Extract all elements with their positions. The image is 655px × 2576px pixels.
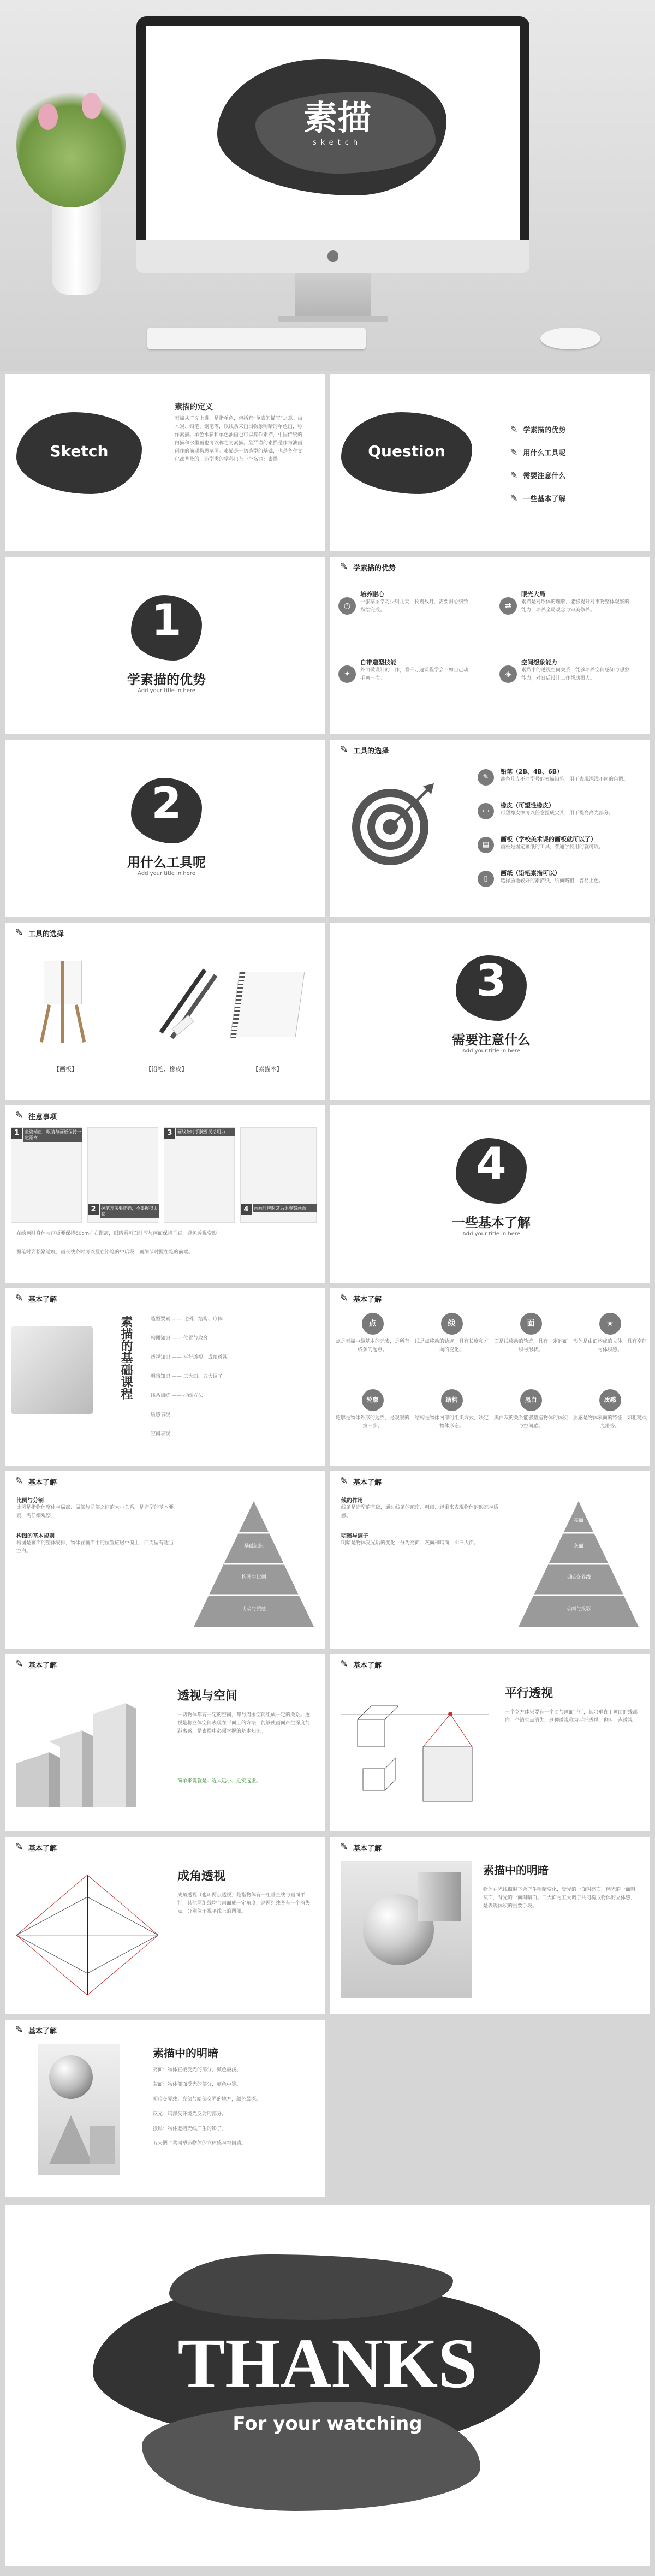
section-title: 需要注意什么 (452, 1032, 531, 1048)
arrows-icon: ⇄ (499, 597, 517, 615)
mouse (540, 328, 600, 349)
flower-leaves (16, 82, 126, 207)
element-item: ★ 形体是由面构成的立体，具有空间与体积感。 (573, 1313, 647, 1354)
parallel-drawing (341, 1681, 489, 1823)
slide-section-4 (330, 1105, 650, 1283)
slide-notes (5, 1105, 325, 1283)
imac-screen (136, 16, 529, 251)
slide-tool-images (5, 923, 325, 1100)
contents-item[interactable]: ✎ 学素描的优势 (510, 424, 566, 435)
logo-icon: ✎ (15, 1841, 23, 1853)
vertical-title: 素描的基础课程 (119, 1316, 133, 1400)
target-icon (347, 778, 439, 871)
section-title: 用什么工具呢 (127, 855, 206, 870)
slide-title: 成角透视 (177, 1870, 226, 1883)
slide-header: ✎ 基本了解 (13, 2024, 57, 2036)
logo-icon: ✎ (15, 1110, 23, 1121)
notes-panel: 2 握笔方法要正确，不要握得太紧 (87, 1127, 158, 1223)
hero-subtitle: sketch (312, 139, 362, 147)
slide-tag: Sketch (50, 442, 109, 460)
sphere-drawing (341, 1861, 472, 1998)
thanks-title: THANKS (177, 2324, 478, 2403)
slide-light-shadow (330, 1837, 650, 2014)
logo-icon: ✎ (510, 424, 518, 435)
note-text: 在绘画时身体与画板要保持60cm左右距离，眼睛看画面时应与画面保持垂直，避免透视变形。 (16, 1231, 222, 1236)
vase (52, 197, 101, 295)
slide-pyramid-2 (330, 1471, 650, 1649)
flower-bud (38, 104, 58, 130)
element-item: 结构 结构是物体内部的组织方式，决定物体形态。 (415, 1389, 489, 1431)
tool-item: ▯ 画纸（铅笔素描可以） 选择质地较好的素描纸，纸面略粗，容易上色。 (478, 868, 639, 902)
hero-section (0, 0, 655, 371)
logo-icon: ✎ (15, 1658, 23, 1670)
flower-bud (82, 93, 102, 119)
slide-section-3 (330, 923, 650, 1100)
element-item: 质感 质感是物体表面的特征，如粗糙或光滑等。 (573, 1389, 647, 1431)
slide-contents (330, 374, 650, 551)
logo-icon: ✎ (340, 1841, 348, 1853)
keyboard (147, 328, 366, 349)
tool-icon: ✦ (338, 665, 356, 683)
section-subtitle: Add your title in here (462, 1231, 520, 1237)
slide-header: ✎ 基本了解 (13, 1841, 57, 1853)
pyramid: 亮面 灰面 明暗交界线 暗面与投影 (519, 1501, 639, 1627)
advantage-item: ◷ 培养耐心 一张草图学习少则几天，长则数月，需要耐心细致描绘完成。 (360, 590, 469, 615)
logo-icon: ✎ (340, 744, 348, 755)
slide-light-shadow-2 (5, 2020, 325, 2197)
slide-header: ✎ 基本了解 (338, 1293, 382, 1305)
caption-pencil: 【铅笔、橡皮】 (145, 1066, 188, 1073)
logo-icon: ✎ (15, 1476, 23, 1487)
slide-body: 一切物体都有一定的空间，都与周围空间组成一定的关系。透视是将立体空间表现在平面上的方法，能够使画面产生深度与距离感，是素描中必须掌握的基本知识。 (177, 1712, 311, 1734)
clock-icon: ◷ (338, 597, 356, 615)
slide-tools (330, 740, 650, 917)
star-icon: ★ (599, 1313, 621, 1335)
notes-panel: 4 画画时应时常后退观察画面 (240, 1127, 317, 1223)
advantage-item: ⇄ 眼光大局 素描是对形体的理解，能够提升对事物整体观察的能力，培养全局观念与审美修养。 (521, 590, 630, 615)
tool-item: ▤ 画板（学校美术课的画板就可以了） 画板是固定画纸的工具，普通学校用的就可以。 (478, 835, 639, 868)
logo-icon: ✎ (15, 927, 23, 938)
logo-icon: ✎ (510, 469, 518, 480)
tool-item: ▭ 橡皮（可塑性橡皮） 可塑橡皮擦可以任意捏成尖头，用于提亮高光部分。 (478, 801, 639, 835)
text-block: 线的作用 线条是造型的基础，通过线条的疏密、粗细、轻重来表现物体的形态与质感。 明暗与调子 明暗是物体受光后的变化，分为亮面、灰面和暗面，即三大面。 (341, 1498, 499, 1546)
advantage-item: ✦ 自带造型技能 外面做设计的工作，看千万遍课程学会不如自己动手画一次。 (360, 658, 469, 683)
slide-definition (5, 374, 325, 551)
slide-parallel (330, 1654, 650, 1831)
slide-basic-course (5, 1288, 325, 1466)
paper-icon: ▯ (478, 871, 494, 887)
section-title: 学素描的优势 (127, 672, 206, 687)
element-item: 轮廓 轮廓是物体外形的边界，是观察的第一步。 (336, 1389, 409, 1431)
imac-chin (136, 240, 529, 273)
blocks-drawing (16, 1692, 158, 1812)
section-heading: 素描的定义 (175, 403, 213, 412)
contents-list (510, 418, 636, 509)
slide-section-2 (5, 740, 325, 917)
slide-body: 一个立方体只要有一个面与画面平行，其余垂直于画面的线都向一个消失点消失，这种透视称为平行透视，也叫一点透视。 (505, 1710, 638, 1723)
slide-title: 平行透视 (505, 1687, 553, 1700)
highlight-text: 简单来说就是：近大远小、近实远虚。 (177, 1778, 261, 1784)
slide-angular (5, 1837, 325, 2014)
tool-item: ✎ 铅笔（2B、4B、6B） 准备几支不同型号的素描铅笔，用于表现深浅不同的色调。 (478, 767, 639, 801)
thanks-subtitle: For your watching (233, 2413, 422, 2435)
logo-icon: ✎ (340, 561, 348, 573)
imac-foot (278, 316, 388, 322)
logo-icon: ✎ (15, 1293, 23, 1304)
caption-easel: 【画板】 (53, 1066, 78, 1073)
logo-icon: ✎ (510, 447, 518, 457)
bullet-list: 亮面：物体直接受光的部分，颜色最浅。 灰面：物体侧面受光的部分，颜色中等。 明暗交界线：亮部与暗部交界的地方，颜色最深。 反光：暗部受环境光反射的部分。 投影：物体遮挡光线产生的影子。 五大调子共同塑造物体的立体感与空间感。 (153, 2067, 261, 2146)
contents-item[interactable]: ✎ 一些基本了解 (510, 492, 566, 503)
section-number: 3 (476, 955, 507, 1006)
section-subtitle: Add your title in here (138, 871, 195, 877)
slide-header: ✎ 基本了解 (13, 1476, 57, 1488)
slide-pyramid-1 (5, 1471, 325, 1649)
cube-icon: ◈ (499, 665, 517, 683)
logo-icon: ✎ (15, 2024, 23, 2036)
logo-icon: ✎ (340, 1658, 348, 1670)
slide-header: ✎ 工具的选择 (338, 744, 389, 756)
slide-thanks (5, 2205, 650, 2566)
element-item: 点 点是素描中最基本的元素，是所有线条的起点。 (336, 1313, 409, 1354)
slide-perspective (5, 1654, 325, 1831)
board-icon: ▤ (478, 837, 494, 853)
text-block: 比例与分割 比例是指物体整体与局部、局部与局部之间的大小关系，是造型的基本要素，需仔细观察。 构图的基本规则 构图是画面的整体安排，物体在画面中的位置应居中偏上，四周留有适当空白。 (16, 1498, 174, 1554)
logo-icon: ✎ (340, 1293, 348, 1304)
section-subtitle: Add your title in here (462, 1048, 520, 1054)
angular-drawing (16, 1864, 158, 2001)
slide-header: ✎ 基本了解 (338, 1841, 382, 1853)
element-item: 黑白 黑白灰的关系能够塑造物体的体积与空间感。 (494, 1389, 568, 1431)
screen-area (146, 26, 520, 241)
pencil-image (134, 966, 199, 1043)
section-title: 一些基本了解 (452, 1215, 531, 1230)
section-subtitle: Add your title in here (138, 688, 195, 694)
slide-header: ✎ 学素描的优势 (338, 561, 396, 573)
sketchbook-image (230, 972, 305, 1037)
pencil-icon: ✎ (478, 769, 494, 786)
pyramid: 基础知识 构图与比例 明暗与质感 (194, 1501, 314, 1627)
section-number: 4 (476, 1138, 507, 1189)
section-number: 2 (151, 778, 182, 829)
logo-icon: ✎ (510, 492, 518, 503)
slide-title: 透视与空间 (177, 1689, 238, 1703)
notes-panel: 1 坐姿端正，眼睛与画板保持一定距离 (11, 1127, 82, 1223)
slide-header: ✎ 基本了解 (13, 1658, 57, 1670)
slide-advantages (330, 557, 650, 734)
slide-elements (330, 1288, 650, 1466)
slide-body: 成角透视（也叫两点透视）是指物体有一组垂直线与画面平行，其他两组线均与画面成一定角度，这两组线各有一个消失点，分别位于视平线上的两侧。 (177, 1893, 311, 1914)
easel-image (38, 961, 87, 1043)
section-number: 1 (151, 595, 182, 646)
contents-item[interactable]: ✎ 需要注意什么 (510, 469, 566, 480)
course-tree: 造型要素 —— 比例、结构、形体 构图知识 —— 位置与取舍 透视知识 —— 平行透视、成角透视 明暗知识 —— 三大面、五大调子 线条训练 —— 排线方法 质感表现 空间表现 (145, 1316, 319, 1449)
hero-title: 素描 (303, 98, 371, 138)
tool-list (478, 767, 639, 902)
slide-header: ✎ 基本了解 (338, 1476, 382, 1488)
advantage-item: ◈ 空间想象能力 素描中的透视空间关系，能够培养空间感知与想象能力，对日后设计工作帮助很大。 (521, 658, 630, 683)
note-text: 握笔时要松紧适度，画长线条时可以握在铅笔的中后段，画细节时握在笔的前端。 (16, 1250, 194, 1255)
slide-header: ✎ 注意事项 (13, 1110, 57, 1122)
slide-body: 物体在光线照射下会产生明暗变化，受光的一面叫亮面，侧光的一面叫灰面，背光的一面叫暗面。三大面与五大调子共同构成物体的立体感，是表现体积的重要手段。 (483, 1887, 636, 1909)
contents-item[interactable]: ✎ 用什么工具呢 (510, 447, 566, 457)
slide-header: ✎ 基本了解 (13, 1293, 57, 1305)
slide-header: ✎ 基本了解 (338, 1658, 382, 1670)
hand-drawing-image (11, 1326, 93, 1414)
imac-stand (295, 273, 371, 317)
logo-icon: ✎ (340, 1476, 348, 1487)
caption-sketchbook: 【素描本】 (252, 1066, 283, 1073)
notes-panel: 3 画线条时手腕要灵活用力 (164, 1127, 235, 1223)
slide-title: 素描中的明暗 (483, 1864, 549, 1877)
slide-section-1 (5, 557, 325, 734)
eraser-icon: ▭ (478, 803, 494, 819)
element-item: 面 面是线移动的轨迹，具有一定的面积与形状。 (494, 1313, 568, 1354)
slide-title: 素描中的明暗 (153, 2046, 218, 2060)
slide-tag: Question (368, 442, 445, 460)
slide-header: ✎ 工具的选择 (13, 927, 64, 939)
apple-icon (327, 250, 338, 262)
still-life-drawing (38, 2044, 120, 2175)
element-item: 线 线是点移动的轨迹，具有长度和方向的变化。 (415, 1313, 489, 1354)
section-body: 素描从广义上讲，是指单色，包括有“单素的描写”之意。由木炭、铅笔、钢笔等，以线条来画出物象明暗的单色画，称作素描。单色水彩和单色油画也可以算作素描，中国传统的白描和水墨画也可以称之为素描。最严谨的素描是作为油画创作的前期构思草图。素描是一切造型的基础，也是各种文化都普及的，造型类的学科只有一个名词：素描。 (175, 416, 303, 462)
